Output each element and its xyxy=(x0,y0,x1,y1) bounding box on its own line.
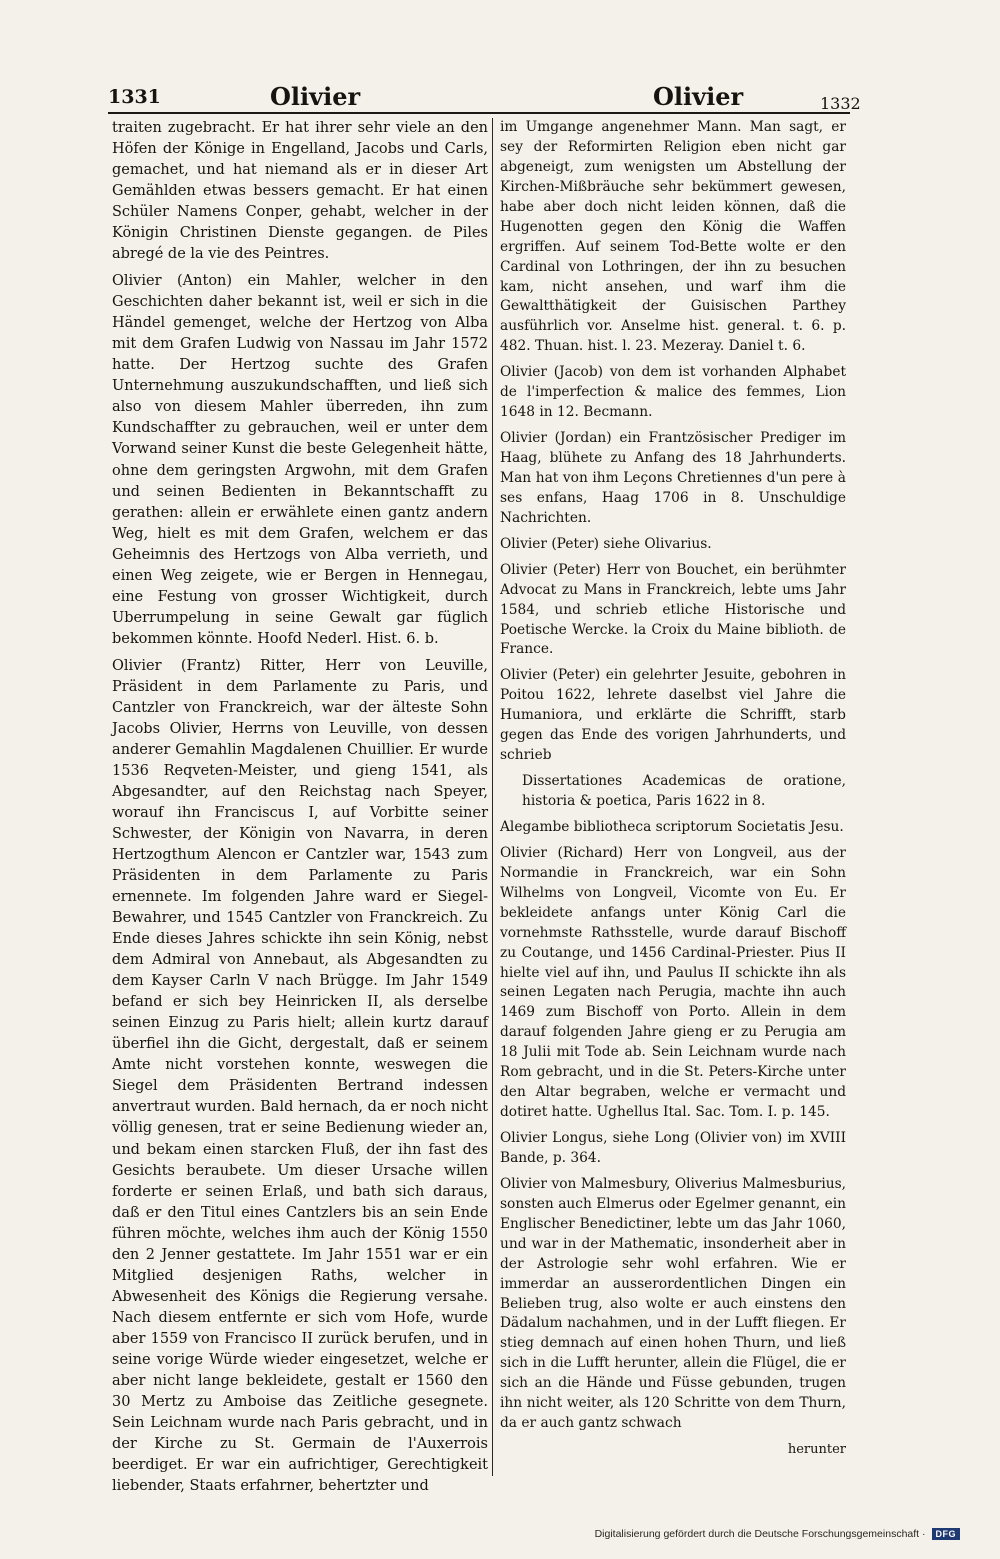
paragraph: traiten zugebracht. Er hat ihrer sehr viele an den Höfen der Könige in Engelland, Jacobs und Carls, gemachet, und hat niemand als er in dieser Art Gemählden etwas bessers gemacht. Er hat einen Schüler Namens Conper, gehabt, welcher in der Königin Christinen Dienste gegangen. de Piles abregé de la vie des Peintres. xyxy=(112,120,488,263)
entry-olivier-peter-3: Olivier (Peter) ein gelehrter Jesuite, gebohren in Poitou 1622, lehrete daselbst viel Jahre die Humaniora, und erklärte die Schrifft, starb gegen das Ende des vorigen Jahrhunderts, und schrieb xyxy=(500,667,846,764)
right-column xyxy=(500,118,846,1466)
footer-credit: Digitalisierung gefördert durch die Deutsche Forschungsgemeinschaft · xyxy=(594,1528,926,1540)
column-divider xyxy=(492,118,493,1476)
header-rule xyxy=(108,112,850,114)
entry-olivier-jacob: Olivier (Jacob) von dem ist vorhanden Alphabet de l'imperfection & malice des femmes, Lion 1648 in 12. Becmann. xyxy=(500,364,846,421)
digitization-footer xyxy=(595,1528,960,1540)
running-title-right: Olivier xyxy=(653,82,744,111)
source-citation: Alegambe bibliotheca scriptorum Societatis Jesu. xyxy=(500,818,844,835)
entry-olivier-frantz: Olivier (Frantz) Ritter, Herr von Leuville, Präsident in dem Parlamente zu Paris, und Cantzler von Franckreich, war der älteste Sohn Jacobs Olivier, Herrns von Leuville, von dessen anderer Gemahlin Magdalenen Chuillier. Er wurde 1536 Reqveten-Meister, und gieng 1541, als Abgesandter, auf den Reichstag nach Speyer, worauf ihn Franciscus I, auf Vorbitte seiner Schwester, der Königin von Navarra, in deren Hertzogthum Alencon er Cantzler war, 1543 zum Präsidenten in dem Parlamente zu Paris ernennete. Im folgenden Jahre ward er Siegel-Bewahrer, und 1545 Cantzler von Franckreich. Zu Ende dieses Jahres schickte ihn sein König, nebst dem Admiral von Annebaut, als Abgesandten zu dem Kayser Carln V nach Brügge. Im Jahr 1549 befand er sich bey Heinricken II, als derselbe seinen Einzug zu Paris hielt; allein kurtz darauf überfiel ihn die Gicht, dergestalt, daß er seinem Amte nicht vorstehen konnte, weswegen die Siegel dem Präsidenten Bertrand indessen anvertraut wurden. Bald hernach, da er noch nicht völlig genesen, trat er seine Bedienung wieder an, und bekam einen starcken Fluß, der ihn fast des Gesichts beraubete. Um dieser Ursache willen forderte er seinen Erlaß, und bath sich daraus, daß er den Titul eines Cantzlers bis an sein Ende führen möchte, welches ihm auch der König 1550 den 2 Jenner gestattete. Im Jahr 1551 war er ein Mitglied desjenigen Raths, welcher in Abwesenheit des Königs die Regierung versahe. Nach diesem entfernte er sich vom Hofe, wurde aber 1559 von Francisco II zurück berufen, und in seine vorige Würde wieder eingesetzet, welche er aber nicht lange bekleidete, gestalt er 1560 den 30 Mertz zu Amboise das Zeitliche gesegnete. Sein Leichnam wurde nach Paris gebracht, und in der Kirche zu St. Germain de l'Auxerrois beerdiget. Er war ein aufrichtiger, Gerechtigkeit liebender, Staats erfahrner, behertzter und xyxy=(112,657,488,1494)
entry-olivier-malmesbury: Olivier von Malmesbury, Oliverius Malmesburius, sonsten auch Elmerus oder Egelmer genannt, ein Englischer Benedictiner, lebte um das Jahr 1060, und war in der Mathematic, insonderheit aber in der Astrologie sehr wohl erfahren. Wie er immerdar an ausserordentlichen Dingen ein Belieben trug, also wolte er auch einstens den Dädalum nachahmen, und in der Lufft fliegen. Er stieg demnach auf einen hohen Thurn, und ließ sich in die Lufft herunter, allein die Flügel, die er sich an die Hände und Füsse gebunden, trugen ihn nicht weiter, als 120 Schritte von dem Thurn, da er auch gantz schwach xyxy=(500,1175,846,1432)
entry-olivier-richard: Olivier (Richard) Herr von Longveil, aus der Normandie in Franckreich, war ein Sohn Wilhelms von Longveil, Vicomte von Eu. Er bekleidete anfangs unter König Carl die vornehmste Rathsstelle, wurde darauf Bischoff zu Coutange, und 1456 Cardinal-Priester. Pius II hielte viel auf ihn, und Paulus II schickte ihn als seinen Legaten nach Perugia, machte ihn auch 1469 zum Bischoff von Porto. Allein in dem darauf folgenden Jahre gieng er zu Perugia am 18 Julii mit Tode ab. Sein Leichnam wurde nach Rom gebracht, und in die St. Peters-Kirche unter den Altar begraben, welche er vermacht und dotiret hatte. Ughellus Ital. Sac. Tom. I. p. 145. xyxy=(500,844,846,1121)
work-title: Dissertationes Academicas de oratione, historia & poetica, Paris 1622 in 8. xyxy=(522,773,846,809)
catchword: herunter xyxy=(787,1442,846,1458)
entry-olivier-peter-2: Olivier (Peter) Herr von Bouchet, ein berühmter Advocat zu Mans in Franckreich, lebte ums Jahr 1584, und schrieb etliche Historische und Poetische Wercke. la Croix du Maine biblioth. de France. xyxy=(500,561,846,658)
page-header xyxy=(108,82,861,113)
entry-olivier-anton: Olivier (Anton) ein Mahler, welcher in den Geschichten daher bekannt ist, weil er sich in die Händel gemenget, welche der Hertzog von Alba mit dem Grafen Ludwig von Nassau im Jahr 1572 hatte. Der Hertzog suchte des Grafen Unternehmung auszukundschafften, und ließ sich also von diesem Mahler überreden, ihn zum Kundschaffter zu gebrauchen, weil er unter dem Vorwand seiner Kunst die beste Gelegenheit hätte, ohne dem geringsten Argwohn, mit dem Grafen und seinen Bedienten in Bekanntschafft zu gerathen: allein er erwählete einen gantz andern Weg, hielt es mit dem Grafen, welchem er das Geheimnis des Hertzogs von Alba verrieth, und einen Weg zeigete, wie er Bergen in Hennegau, eine Festung von grosser Wichtigkeit, durch Uberrumpelung in seine Gewalt gar füglich bekommen könnte. Hoofd Nederl. Hist. 6. b. xyxy=(112,273,488,647)
entry-olivier-longus: Olivier Longus, siehe Long (Olivier von) im XVIII Bande, p. 364. xyxy=(500,1130,846,1166)
left-column xyxy=(112,118,488,1503)
entry-olivier-peter-1: Olivier (Peter) siehe Olivarius. xyxy=(500,535,712,552)
running-title-left: Olivier xyxy=(270,82,361,111)
entry-olivier-jordan: Olivier (Jordan) ein Frantzösischer Prediger im Haag, blühete zu Anfang des 18 Jahrhunderts. Man hat von ihm Leçons Chretiennes d'un pere à ses enfans, Haag 1706 in 8. Unschuldige Nachrichten. xyxy=(500,430,846,526)
page-number-right: 1332 xyxy=(820,94,861,113)
page-number-left: 1331 xyxy=(108,86,161,108)
paragraph: im Umgange angenehmer Mann. Man sagt, er sey der Reformirten Religion eben nicht gar abgeneigt, zum wenigsten um Abstellung der Kirchen-Mißbräuche sehr bekümmert gewesen, habe aber doch nicht leiden können, daß die Hugenotten gegen den König die Waffen ergriffen. Auf seinem Tod-Bette wolte er den Cardinal von Lothringen, der ihn zu besuchen kam, nicht ansehen, und warf ihm die Gewaltthätigkeit der Guisischen Parthey ausführlich vor. Anselme hist. general. t. 6. p. 482. Thuan. hist. l. 23. Mezeray. Daniel t. 6. xyxy=(500,119,846,355)
dfg-logo-icon: DFG xyxy=(932,1528,961,1540)
